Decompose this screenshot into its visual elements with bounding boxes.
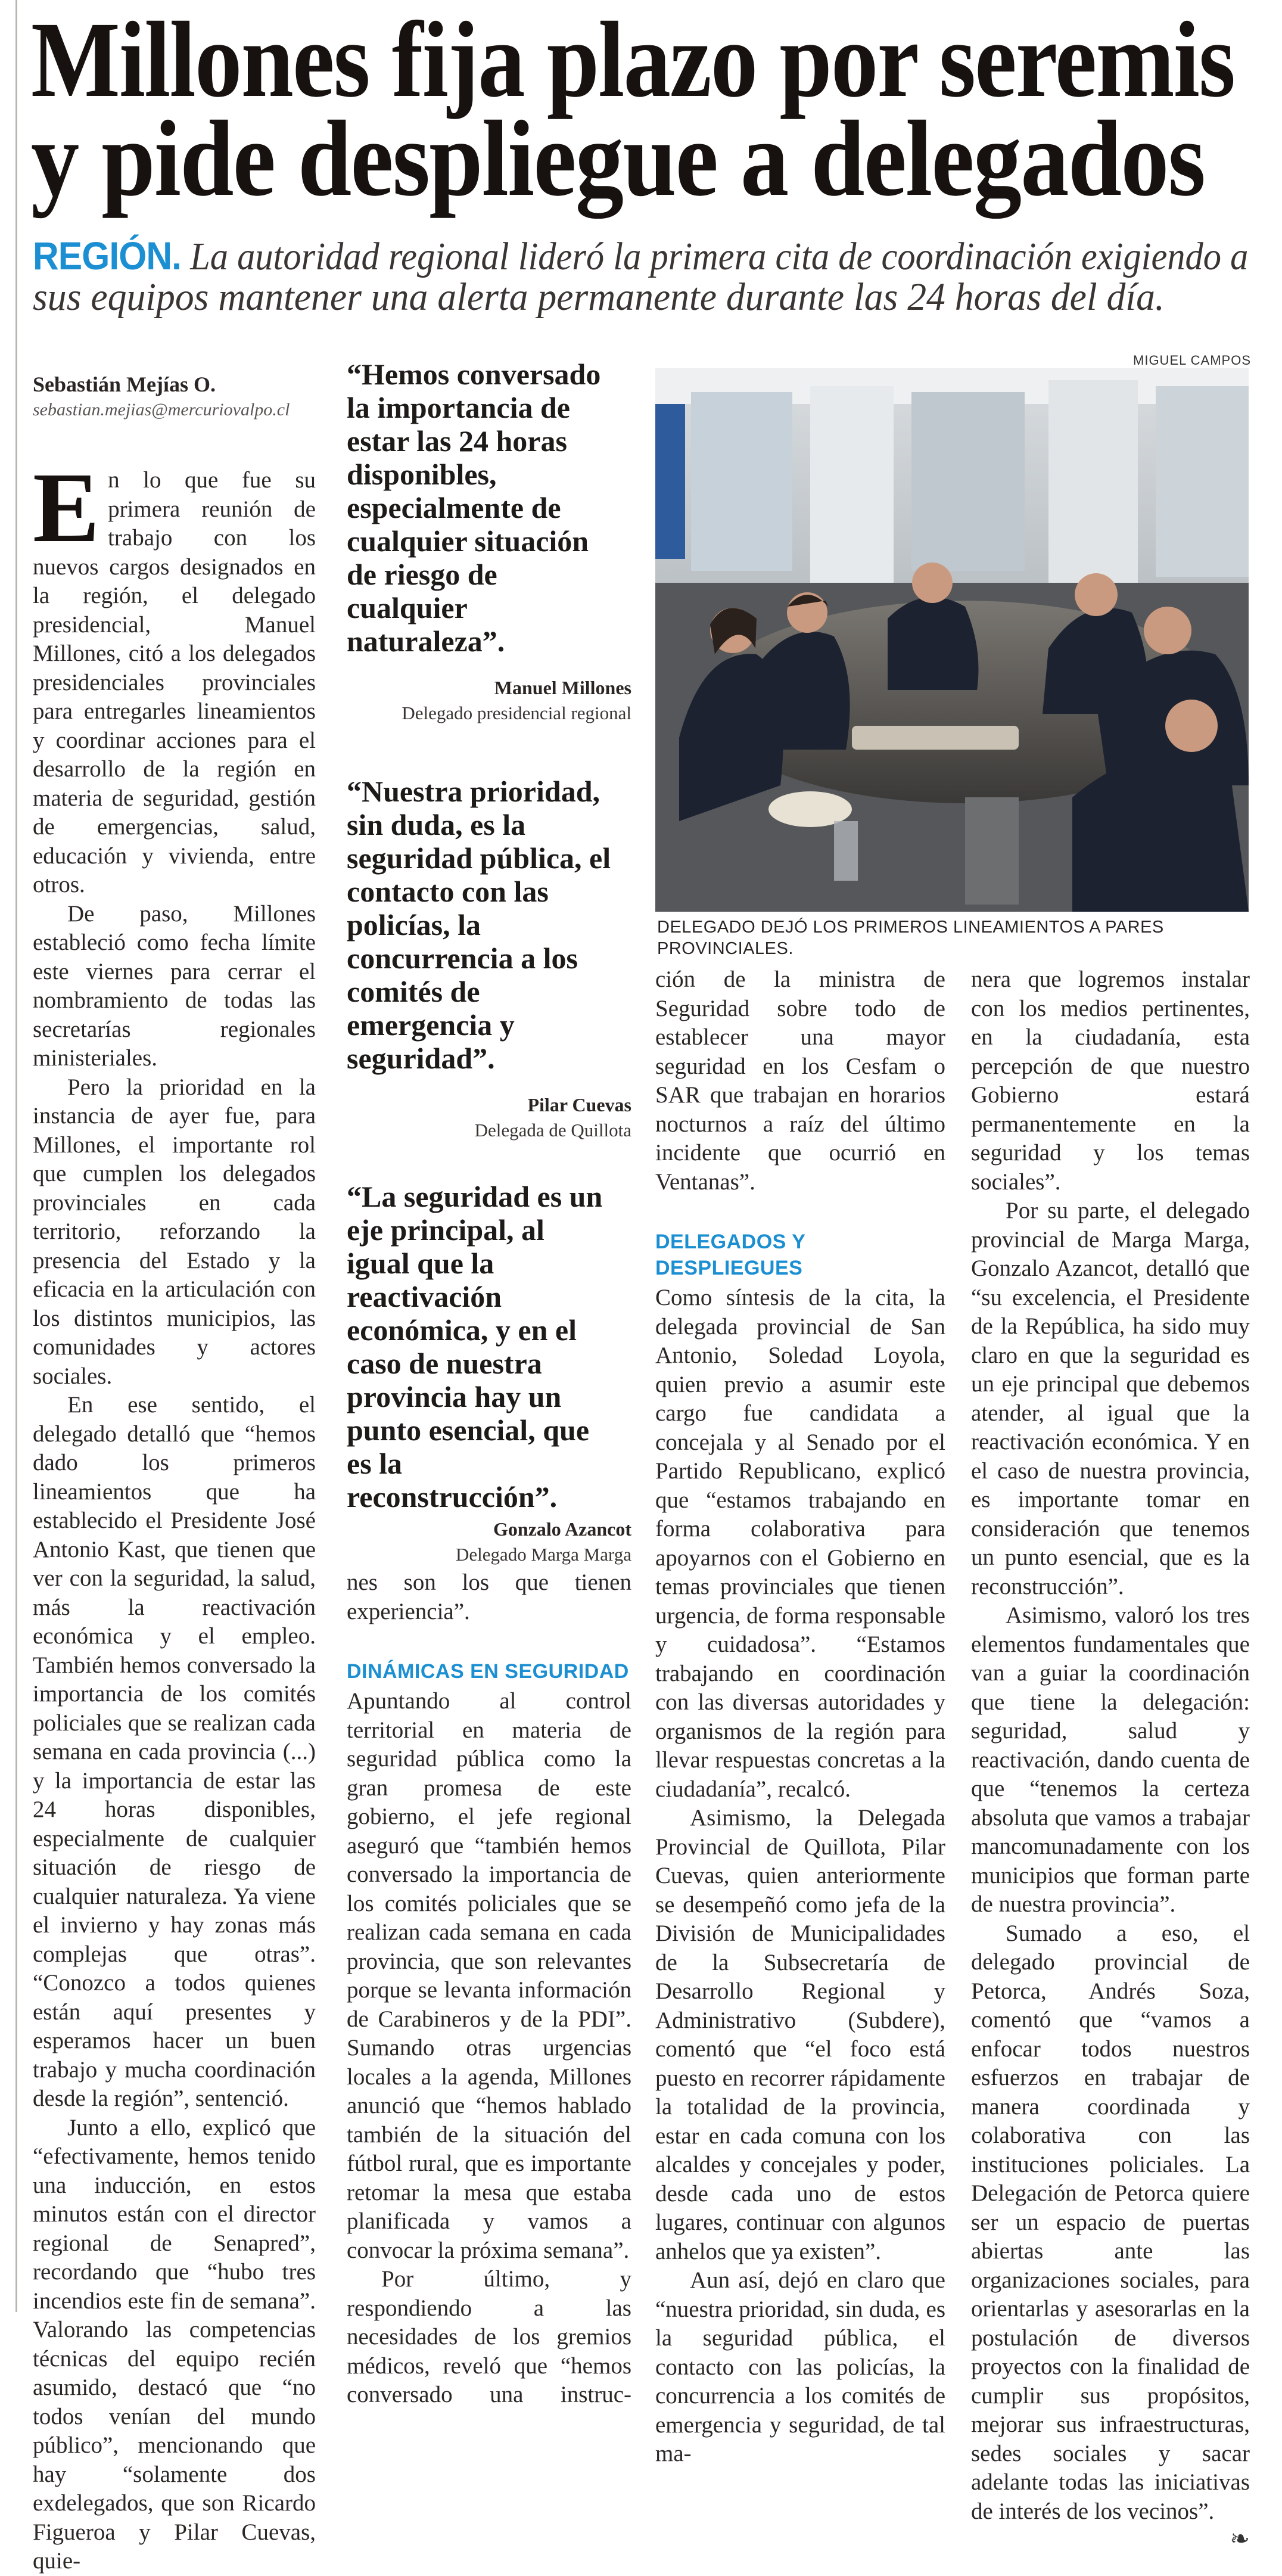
pull-quotes bbox=[347, 358, 631, 1591]
headline bbox=[31, 0, 1252, 219]
section-kicker: REGIÓN. bbox=[33, 234, 182, 278]
quote-role: Delegado presidencial regional bbox=[402, 703, 631, 723]
section-heading-delegados: DELEGADOS Y DESPLIEGUES bbox=[655, 1230, 805, 1279]
quote-text: “Nuestra prioridad, sin duda, es la seguridad pública, el contacto con las policías, la concurrencia a los comités de emergencia y seguridad”. bbox=[347, 775, 611, 1075]
subheadline bbox=[33, 235, 1251, 318]
article-photo bbox=[655, 368, 1249, 912]
pull-quote bbox=[347, 1180, 631, 1567]
quote-role: Delegada de Quillota bbox=[474, 1120, 631, 1141]
body-column-1 bbox=[33, 452, 316, 2576]
body-paragraph: Apuntando al control territorial en materia de seguridad pública como la gran promesa de este gobierno, el jefe regional aseguró que “también hemos conversado la importancia de los comités policiales que se realizan cada semana en cada provincia, que son relevantes porque se levanta información de Carabineros y de la PDI”. Sumando otras urgencias locales a la agenda, Millones anunció que “hemos hablado también de la situación del fútbol rural, que es importante retomar la mesa que estaba planificada y vamos a convocar la próxima semana”. bbox=[347, 1688, 631, 2263]
meeting-photo-illustration bbox=[655, 368, 1249, 912]
photo-credit: MIGUEL CAMPOS bbox=[1133, 353, 1251, 368]
body-paragraph: Aun así, dejó en claro que “nuestra prioridad, sin duda, es la seguridad pública, el contacto con las policías, la concurrencia a los comités de emergencia y seguridad, de tal ma- bbox=[655, 2267, 945, 2466]
quote-text: “Hemos conversado la importancia de estar las 24 horas disponibles, especialmente de cualquier situación de riesgo de cualquier naturaleza”. bbox=[347, 358, 601, 658]
headline-line-2: y pide despliegue a delegados bbox=[31, 99, 1205, 219]
author-name: Sebastián Mejías O. bbox=[33, 372, 216, 396]
page-edge-rule bbox=[15, 0, 17, 2312]
headline-line-1: Millones fija plazo por seremis bbox=[31, 0, 1235, 120]
pull-quote bbox=[347, 358, 631, 751]
quote-author: Pilar Cuevas bbox=[527, 1094, 631, 1115]
body-paragraph: Junto a ello, explicó que “efectivamente, hemos tenido una inducción, en estos minutos están con el director regional de Senapred”, recordando que “hubo tres incendios este fin de semana”. Valorando las competencias técnicas del equipo recién asumido, destacó que “no todos venían del mundo público”, mencionando que hay “solamente dos exdelegados, que son Ricardo Figueroa y Pilar Cuevas, quie- bbox=[33, 2114, 316, 2574]
quote-role: Delegado Marga Marga bbox=[456, 1544, 631, 1565]
body-paragraph: Asimismo, valoró los tres elementos fundamentales que van a guiar la coordinación que tiene la delegación: seguridad, salud y reactivación, dando cuenta de que “tenemos la certeza absoluta que vamos a trabajar mancomunadamente con los municipios que forman parte de nuestra provincia”. bbox=[971, 1602, 1250, 1917]
pull-quote bbox=[347, 775, 631, 1156]
body-paragraph: De paso, Millones estableció como fecha límite este viernes para cerrar el nombramiento de todas las secretarías regionales ministeriales. bbox=[33, 900, 316, 1071]
body-paragraph: Asimismo, la Delegada Provincial de Quillota, Pilar Cuevas, quien anteriormente se desempeñó como jefa de la División de Municipalidades de la Subsecretaría de Desarrollo Regional y Administrativo (Subdere), comentó que “el foco está puesto en recorrer rápidamente la totalidad de la provincia, estar en cada comuna con los alcaldes y concejales y poder, desde cada uno de estos lugares, continuar con algunos anhelos que ya existen”. bbox=[655, 1805, 945, 2264]
section-heading-dinamicas: DINÁMICAS EN SEGURIDAD bbox=[347, 1660, 629, 1683]
body-paragraph: Por último, y respondiendo a las necesidades de los gremios médicos, reveló que “hemos conversado una instruc- bbox=[347, 2266, 631, 2407]
subheadline-line-2: sus equipos mantener una alerta permanente durante las 24 horas del día. bbox=[33, 275, 1165, 319]
body-paragraph: En ese sentido, el delegado detalló que “hemos dado los primeros lineamientos que ha establecido el Presidente José Antonio Kast, que tienen que ver con la seguridad, la salud, más la reactivación económica y el empleo. También hemos conversado la importancia de los comités policiales que se realizan cada semana en cada provincia (...) y la importancia de estar las 24 horas disponibles, especialmente de cualquier situación de riesgo de cualquier naturaleza. Ya viene el invierno y hay zonas más complejas que otras”. “Conozco a todos quienes están aquí presentes y esperamos hacer un buen trabajo y mucha coordinación desde la región”, sentenció. bbox=[33, 1392, 316, 2111]
quote-text: “La seguridad es un eje principal, al igual que la reactivación económica, y en el caso de nuestra provincia hay un punto esencial, que es la reconstrucción”. bbox=[347, 1180, 603, 1514]
body-paragraph: Pero la prioridad en la instancia de ayer fue, para Millones, el importante rol que cumplen los delegados provinciales en cada territorio, reforzando la presencia del Estado y la eficacia en la articulación con los distintos municipios, las comunidades y actores sociales. bbox=[33, 1074, 316, 1389]
body-column-2 bbox=[347, 1568, 631, 2410]
author-email: sebastian.mejias@mercuriovalpo.cl bbox=[33, 400, 290, 420]
photo-caption: DELEGADO DEJÓ LOS PRIMEROS LINEAMIENTOS A PARES PROVINCIALES. bbox=[657, 918, 1164, 958]
quote-author: Manuel Millones bbox=[494, 677, 631, 698]
body-paragraph: Sumado a eso, el delegado provincial de Petorca, Andrés Soza, comentó que “vamos a enfocar todos nuestros esfuerzos en trabajar de manera coordinada y colaborativa con las instituciones policiales. La Delegación de Petorca quiere ser un espacio de puertas abiertas ante las organizaciones sociales, para orientarlas y asesorarlas en la postulación de diversos proyectos con la finalidad de cumplir sus propósitos, mejorar sus infraestructuras, sedes sociales y sacar adelante todas las iniciativas de interés de los vecinos”. bbox=[971, 1920, 1250, 2524]
body-paragraph: n lo que fue su primera reunión de trabajo con los nuevos cargos designados en la región, el delegado presidencial, Manuel Millones, citó a los delegados presidenciales provinciales para entregarles lineamientos y coordinar acciones para el desarrollo de la región en materia de seguridad, gestión de emergencias, salud, educación y vivienda, entre otros. bbox=[33, 467, 316, 897]
body-column-3 bbox=[655, 965, 945, 2469]
body-column-4 bbox=[971, 965, 1250, 2552]
quote-author: Gonzalo Azancot bbox=[493, 1518, 631, 1540]
body-paragraph: nera que logremos instalar con los medios pertinentes, en la ciudadanía, esta percepción de que nuestro Gobierno estará permanentemente en la seguridad y los temas sociales”. bbox=[971, 967, 1250, 1195]
drop-cap: E bbox=[33, 452, 100, 563]
body-paragraph: Por su parte, el delegado provincial de Marga Marga, Gonzalo Azancot, detalló que “su excelencia, el Presidente de la República, ha sido muy claro en que la seguridad es un eje principal que debemos atender, al igual que la reactivación económica. Y en el caso de nuestra provincia, es importante tomar en consideración que tenemos un punto esencial, que es la reconstrucción”. bbox=[971, 1198, 1250, 1599]
body-paragraph: nes son los que tienen experiencia”. bbox=[347, 1570, 631, 1624]
end-mark-icon: ❧ bbox=[1230, 2525, 1250, 2552]
subheadline-line-1 bbox=[33, 235, 1248, 277]
body-paragraph: Como síntesis de la cita, la delegada provincial de San Antonio, Soledad Loyola, quien previo a asumir este cargo fue candidata a concejala y al Senado por el Partido Republicano, explicó que “estamos trabajando en forma colaborativa para apoyarnos con el Gobierno en temas provinciales que tienen urgencia, de forma responsable y cuidadosa”. “Estamos trabajando en coordinación con las diversas autoridades y organismos de la región para llevar respuestas concretas a la ciudadanía”, recalcó. bbox=[655, 1285, 945, 1802]
byline bbox=[33, 371, 290, 422]
body-paragraph: ción de la ministra de Seguridad sobre todo de establecer una mayor seguridad en los Cesfam o SAR que trabajan en horarios nocturnos a raíz del último incidente que ocurrió en Ventanas”. bbox=[655, 967, 945, 1195]
subheadline-text-1: La autoridad regional lideró la primera cita de coordinación exigiendo a bbox=[190, 235, 1249, 278]
